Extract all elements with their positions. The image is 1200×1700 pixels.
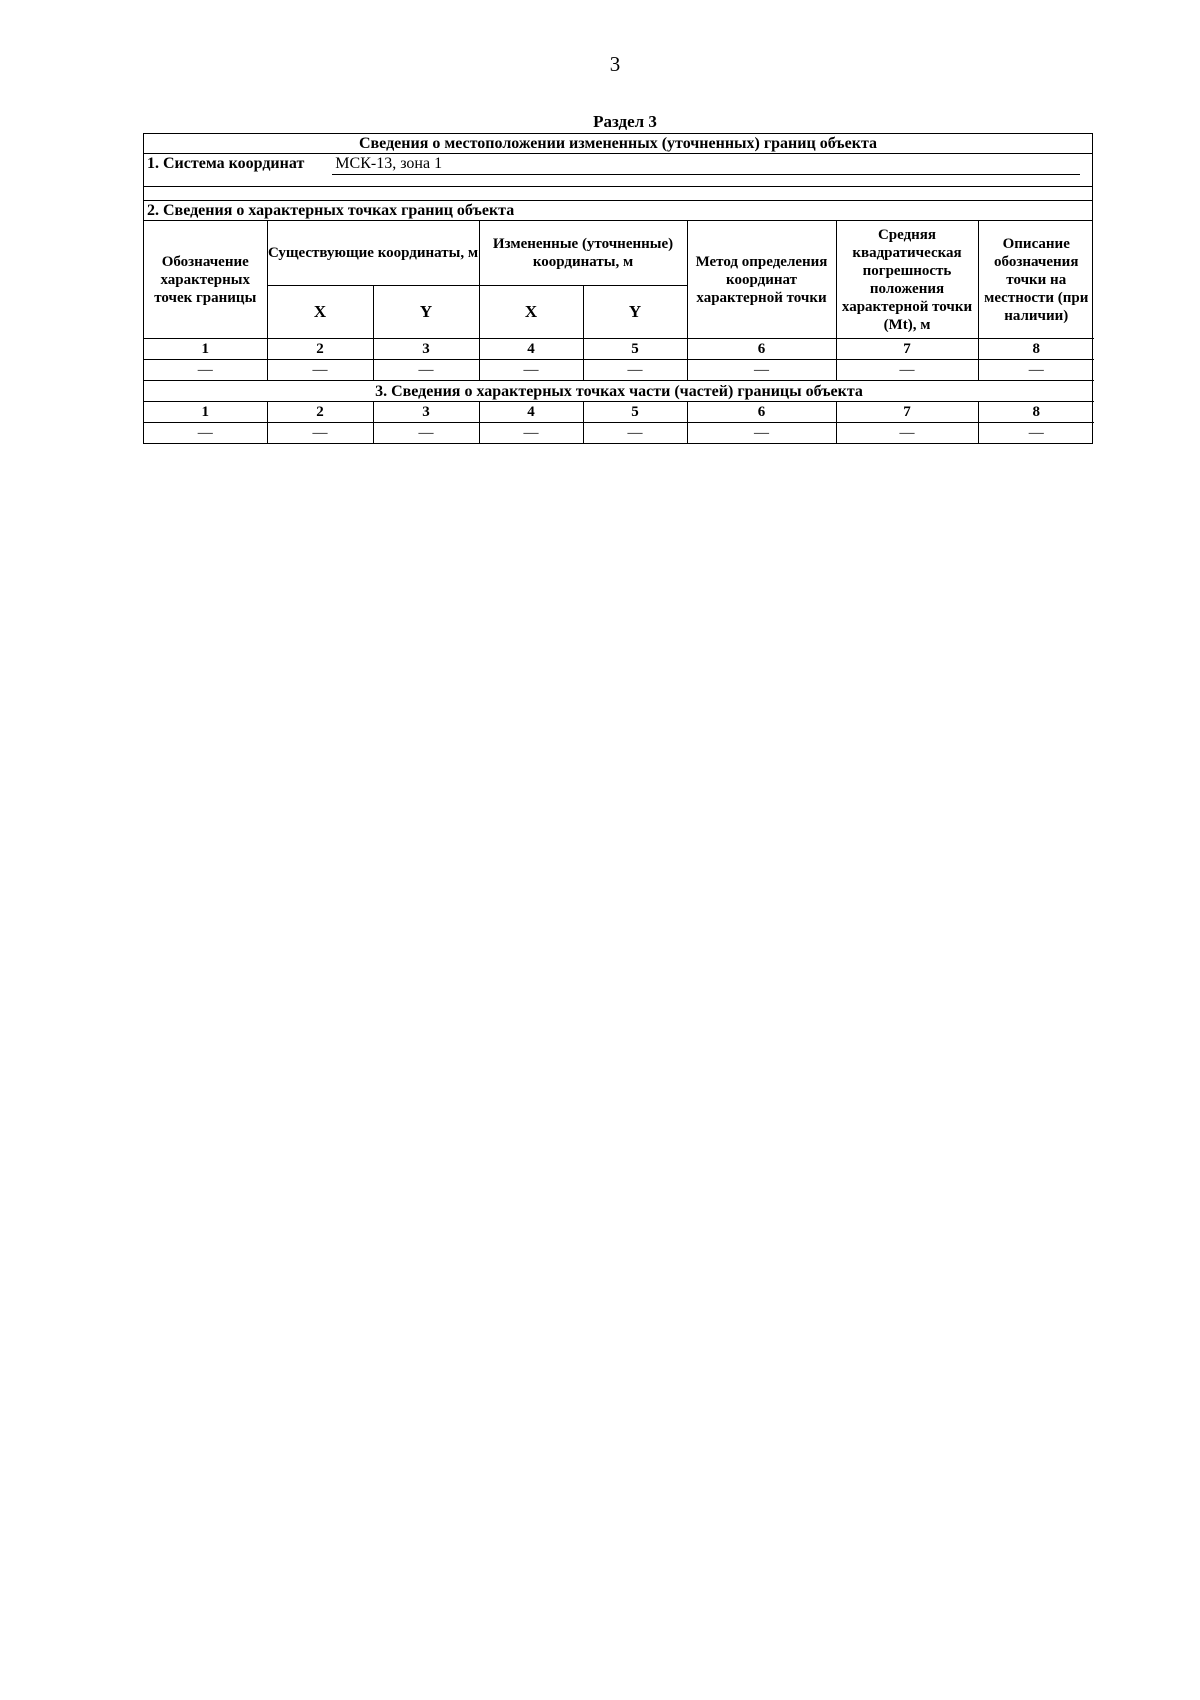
table-cell: — bbox=[687, 423, 836, 444]
blank-row bbox=[144, 187, 1092, 201]
table-cell: — bbox=[373, 360, 479, 381]
column-number: 7 bbox=[836, 402, 978, 423]
table-cell: — bbox=[583, 360, 687, 381]
table-cell: — bbox=[836, 423, 978, 444]
table-cell: — bbox=[479, 360, 583, 381]
table-cell: — bbox=[373, 423, 479, 444]
column-number: 6 bbox=[687, 402, 836, 423]
header-method: Метод определения координат характерной точки bbox=[687, 221, 836, 339]
column-number: 8 bbox=[978, 339, 1094, 360]
table-cell: — bbox=[978, 423, 1094, 444]
part-title-row bbox=[144, 381, 1094, 402]
table-cell: — bbox=[267, 360, 373, 381]
header-changed-y: Y bbox=[583, 286, 687, 339]
points-header-row bbox=[144, 221, 1094, 286]
column-number: 5 bbox=[583, 402, 687, 423]
column-number: 2 bbox=[267, 339, 373, 360]
table-cell: — bbox=[479, 423, 583, 444]
section-title: Раздел 3 bbox=[593, 112, 657, 131]
coordinate-system-label: 1. Система координат bbox=[147, 155, 305, 172]
points-table bbox=[144, 221, 1094, 443]
header-accuracy: Средняя квадратическая погрешность положения характерной точки (Mt), м bbox=[836, 221, 978, 339]
boundary-form bbox=[143, 133, 1093, 444]
column-number: 7 bbox=[836, 339, 978, 360]
header-changed-x: X bbox=[479, 286, 583, 339]
column-number: 1 bbox=[144, 339, 267, 360]
column-number: 5 bbox=[583, 339, 687, 360]
part-column-number-row bbox=[144, 402, 1094, 423]
table-cell: — bbox=[978, 360, 1094, 381]
table-cell: — bbox=[583, 423, 687, 444]
table-cell: — bbox=[144, 360, 267, 381]
table-cell: — bbox=[267, 423, 373, 444]
column-number: 4 bbox=[479, 402, 583, 423]
column-number: 6 bbox=[687, 339, 836, 360]
column-number: 3 bbox=[373, 339, 479, 360]
header-description: Описание обозначения точки на местности (при наличии) bbox=[978, 221, 1094, 339]
column-number: 4 bbox=[479, 339, 583, 360]
header-changed-coordinates: Измененные (уточненные) координаты, м bbox=[479, 221, 687, 286]
column-number: 3 bbox=[373, 402, 479, 423]
points-title: 2. Сведения о характерных точках границ объекта bbox=[144, 201, 1092, 221]
table-cell: — bbox=[836, 360, 978, 381]
coordinate-system-value: МСК-13, зона 1 bbox=[332, 154, 1080, 175]
boundary-title: Сведения о местоположении измененных (уточненных) границ объекта bbox=[144, 134, 1092, 154]
coordinate-system-row bbox=[144, 154, 1092, 187]
table-row bbox=[144, 423, 1094, 444]
header-existing-coordinates: Существующие координаты, м bbox=[267, 221, 479, 286]
header-existing-y: Y bbox=[373, 286, 479, 339]
column-number: 2 bbox=[267, 402, 373, 423]
table-cell: — bbox=[687, 360, 836, 381]
column-number: 1 bbox=[144, 402, 267, 423]
table-cell: — bbox=[144, 423, 267, 444]
header-existing-x: X bbox=[267, 286, 373, 339]
part-title: 3. Сведения о характерных точках части (частей) границы объекта bbox=[144, 381, 1094, 402]
header-point-designation: Обозначение характерных точек границы bbox=[144, 221, 267, 339]
page-number: 3 bbox=[609, 52, 621, 76]
table-row bbox=[144, 360, 1094, 381]
column-number: 8 bbox=[978, 402, 1094, 423]
column-number-row bbox=[144, 339, 1094, 360]
